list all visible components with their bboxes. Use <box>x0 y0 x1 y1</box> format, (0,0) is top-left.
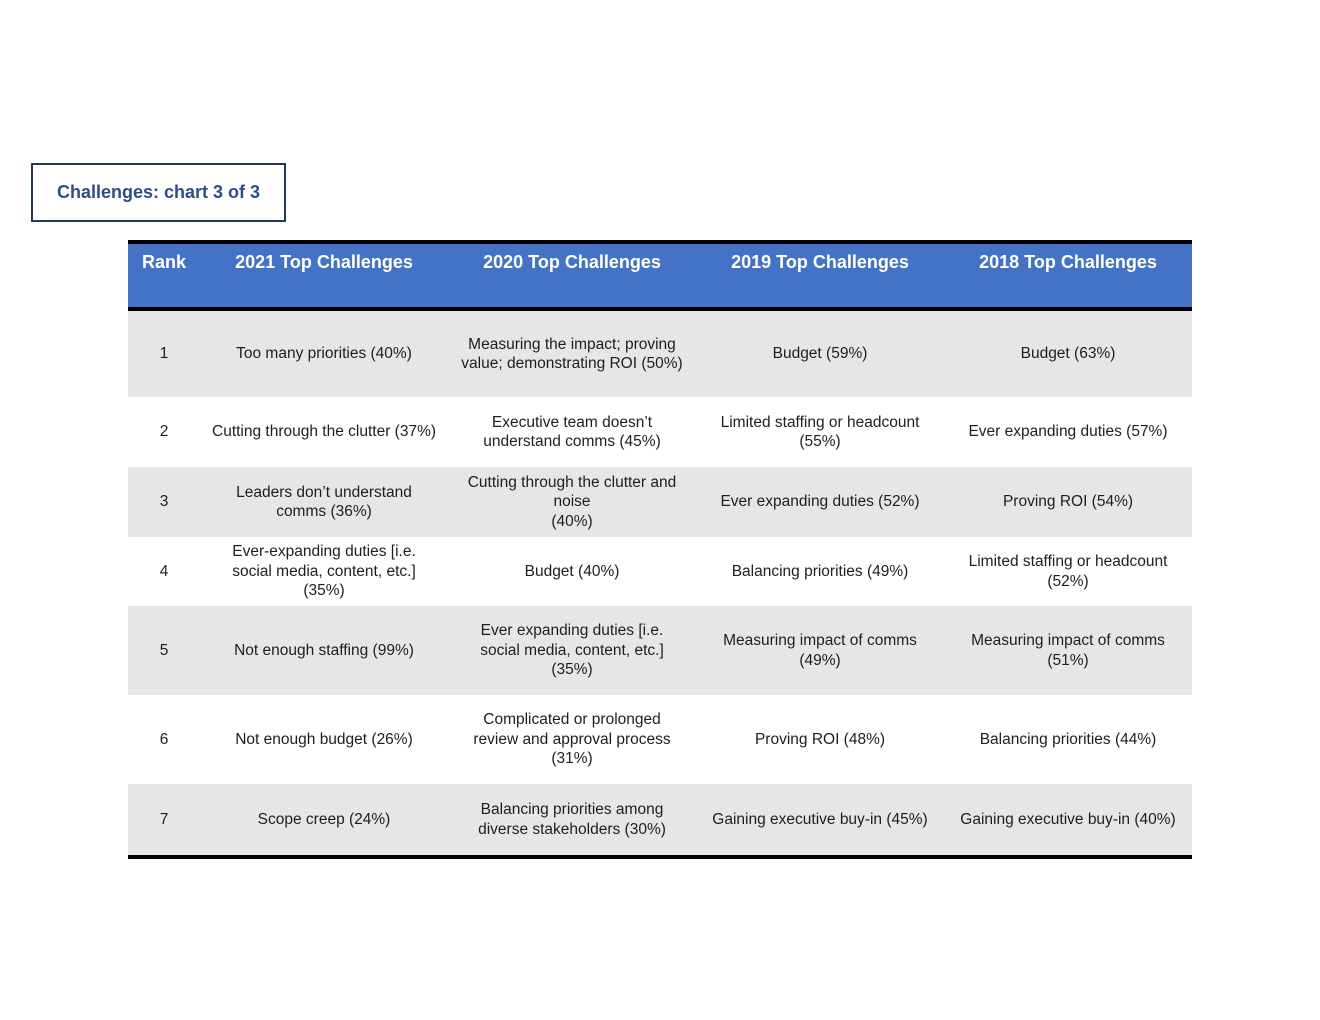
cell-2018: Proving ROI (54%) <box>944 467 1192 537</box>
rank-cell: 1 <box>128 309 200 397</box>
rank-cell: 6 <box>128 695 200 784</box>
cell-2021: Scope creep (24%) <box>200 784 448 857</box>
cell-2018: Measuring impact of comms (51%) <box>944 606 1192 695</box>
cell-2019: Limited staffing or headcount (55%) <box>696 397 944 467</box>
cell-2021: Not enough staffing (99%) <box>200 606 448 695</box>
challenges-table-container <box>128 240 1192 859</box>
table-row <box>128 695 1192 784</box>
cell-2021: Cutting through the clutter (37%) <box>200 397 448 467</box>
rank-cell: 5 <box>128 606 200 695</box>
table-row <box>128 606 1192 695</box>
challenges-table <box>128 240 1192 859</box>
table-header-row <box>128 242 1192 309</box>
header-2021: 2021 Top Challenges <box>200 242 448 309</box>
cell-2020: Cutting through the clutter and noise (40%) <box>448 467 696 537</box>
table-row <box>128 467 1192 537</box>
cell-2020: Budget (40%) <box>448 537 696 606</box>
cell-2018: Balancing priorities (44%) <box>944 695 1192 784</box>
table-row <box>128 397 1192 467</box>
cell-2019: Balancing priorities (49%) <box>696 537 944 606</box>
cell-2021: Ever-expanding duties [i.e. social media, content, etc.] (35%) <box>200 537 448 606</box>
cell-2020: Measuring the impact; proving value; demonstrating ROI (50%) <box>448 309 696 397</box>
cell-2020: Complicated or prolonged review and approval process (31%) <box>448 695 696 784</box>
cell-2019: Proving ROI (48%) <box>696 695 944 784</box>
table-row <box>128 309 1192 397</box>
cell-2018: Limited staffing or headcount (52%) <box>944 537 1192 606</box>
cell-2021: Too many priorities (40%) <box>200 309 448 397</box>
cell-2019: Measuring impact of comms (49%) <box>696 606 944 695</box>
cell-2019: Budget (59%) <box>696 309 944 397</box>
header-2020: 2020 Top Challenges <box>448 242 696 309</box>
cell-2019: Ever expanding duties (52%) <box>696 467 944 537</box>
cell-2020: Executive team doesn’t understand comms (45%) <box>448 397 696 467</box>
chart-title: Challenges: chart 3 of 3 <box>56 182 261 202</box>
rank-cell: 7 <box>128 784 200 857</box>
cell-2019: Gaining executive buy-in (45%) <box>696 784 944 857</box>
cell-2021: Leaders don’t understand comms (36%) <box>200 467 448 537</box>
cell-2020: Ever expanding duties [i.e. social media, content, etc.] (35%) <box>448 606 696 695</box>
cell-2020: Balancing priorities among diverse stakeholders (30%) <box>448 784 696 857</box>
rank-cell: 4 <box>128 537 200 606</box>
rank-cell: 3 <box>128 467 200 537</box>
rank-cell: 2 <box>128 397 200 467</box>
cell-2018: Gaining executive buy-in (40%) <box>944 784 1192 857</box>
cell-2021: Not enough budget (26%) <box>200 695 448 784</box>
header-2018: 2018 Top Challenges <box>944 242 1192 309</box>
chart-title-box <box>31 163 286 222</box>
table-row <box>128 537 1192 606</box>
header-2019: 2019 Top Challenges <box>696 242 944 309</box>
header-rank: Rank <box>128 242 200 309</box>
cell-2018: Budget (63%) <box>944 309 1192 397</box>
cell-2018: Ever expanding duties (57%) <box>944 397 1192 467</box>
table-row <box>128 784 1192 857</box>
